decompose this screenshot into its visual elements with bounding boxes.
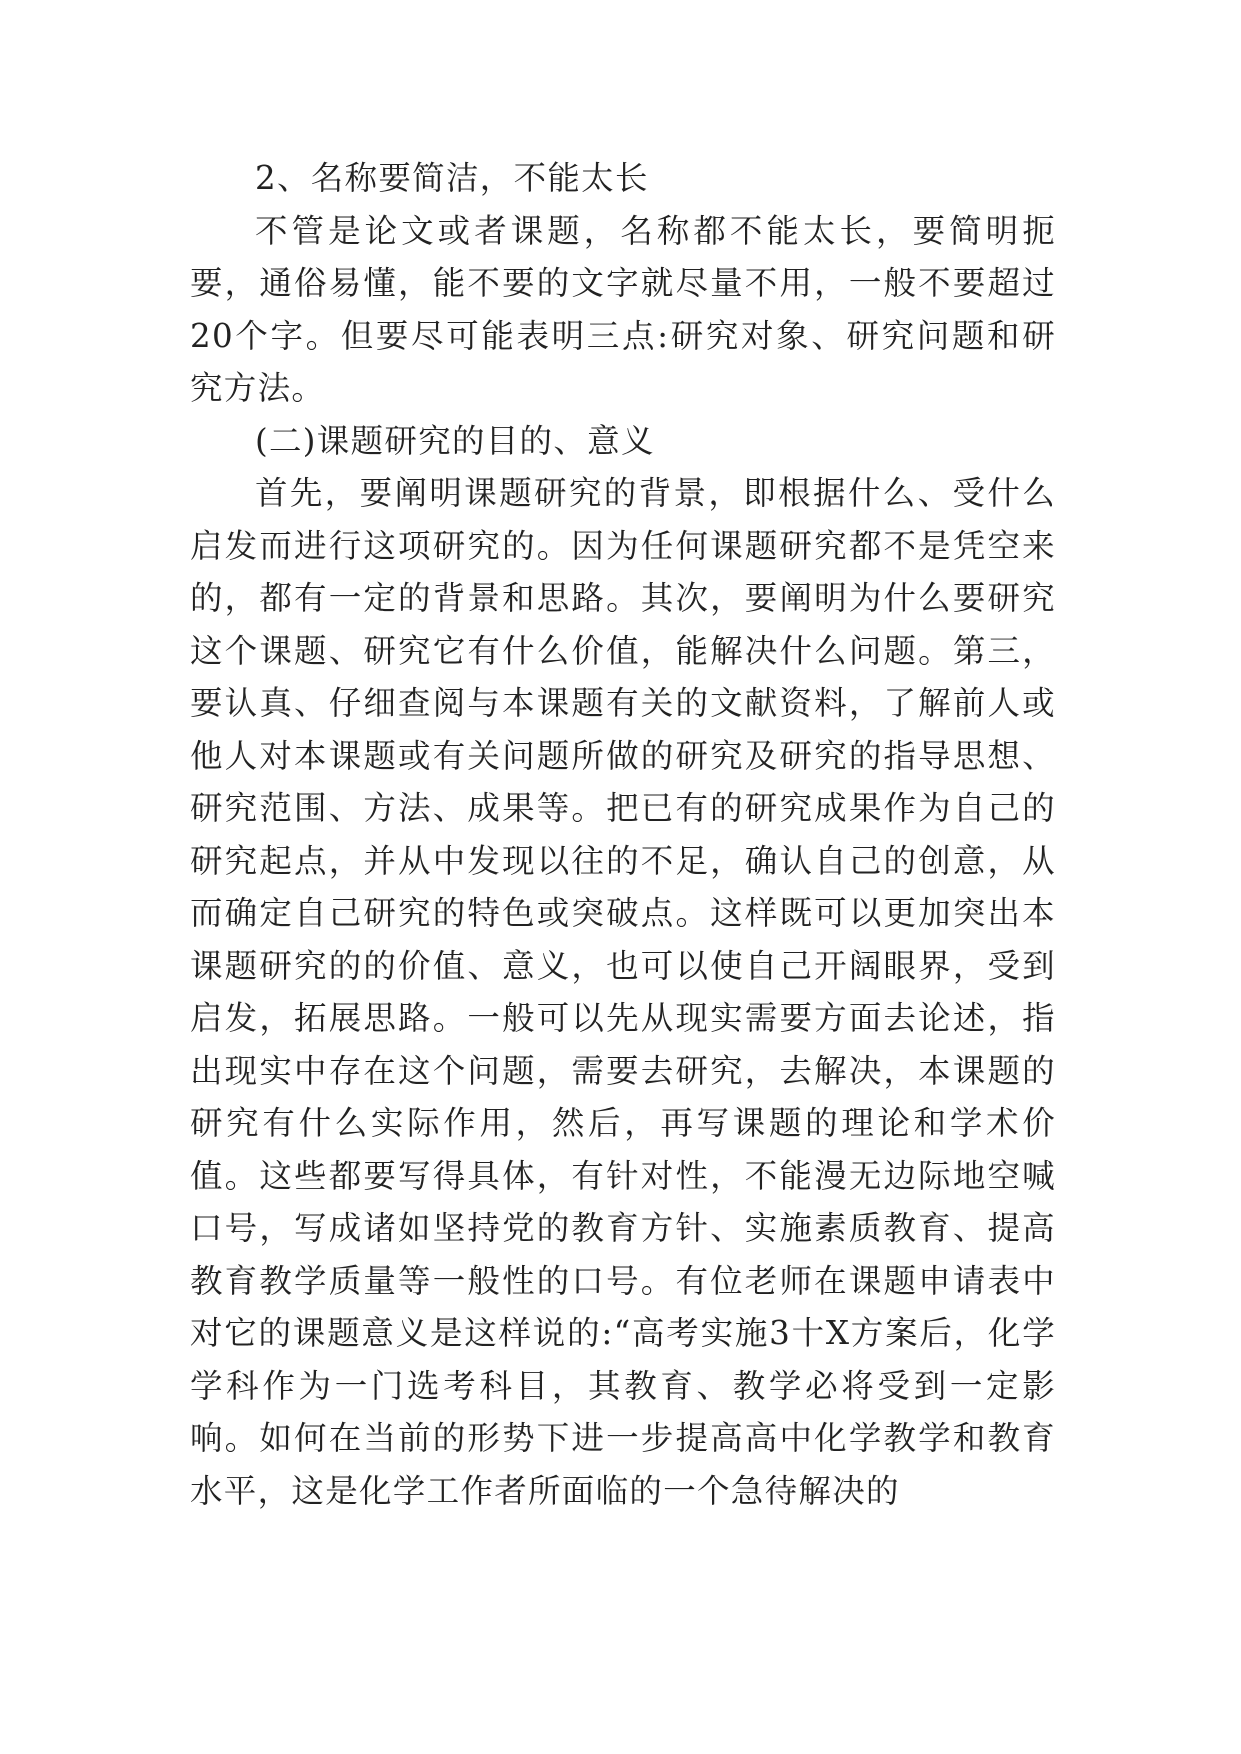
section-heading-title-length: 2、名称要简洁，不能太长: [255, 159, 649, 197]
document-body: [190, 152, 1056, 1517]
paragraph-purpose-significance: 首先，要阐明课题研究的背景，即根据什么、受什么启发而进行这项研究的。因为任何课题研究都不是凭空来的，都有一定的背景和思路。其次，要阐明为什么要研究这个课题、研究它有什么价值，能解决什么问题。第三，要认真、仔细查阅与本课题有关的文献资料，了解前人或他人对本课题或有关问题所做的研究及研究的指导思想、研究范围、方法、成果等。把已有的研究成果作为自己的研究起点，并从中发现以往的不足，确认自己的创意，从而确定自己研究的特色或突破点。这样既可以更加突出本课题研究的的价值、意义，也可以使自己开阔眼界，受到启发，拓展思路。一般可以先从现实需要方面去论述，指出现实中存在这个问题，需要去研究，去解决，本课题的研究有什么实际作用，然后，再写课题的理论和学术价值。这些都要写得具体，有针对性，不能漫无边际地空喊口号，写成诸如坚持党的教育方针、实施素质教育、提高教育教学质量等一般性的口号。有位老师在课题申请表中对它的课题意义是这样说的:“高考实施3十X方案后，化学学科作为一门选考科目，其教育、教学必将受到一定影响。如何在当前的形势下进一步提高高中化学教学和教育水平，这是化学工作者所面临的一个急待解决的: [190, 474, 1056, 1510]
paragraph-title-length: 不管是论文或者课题，名称都不能太长，要简明扼要，通俗易懂，能不要的文字就尽量不用，一般不要超过20个字。但要尽可能表明三点:研究对象、研究问题和研究方法。: [190, 211, 1056, 407]
section-heading-purpose-significance: (二)课题研究的目的、意义: [255, 421, 655, 460]
